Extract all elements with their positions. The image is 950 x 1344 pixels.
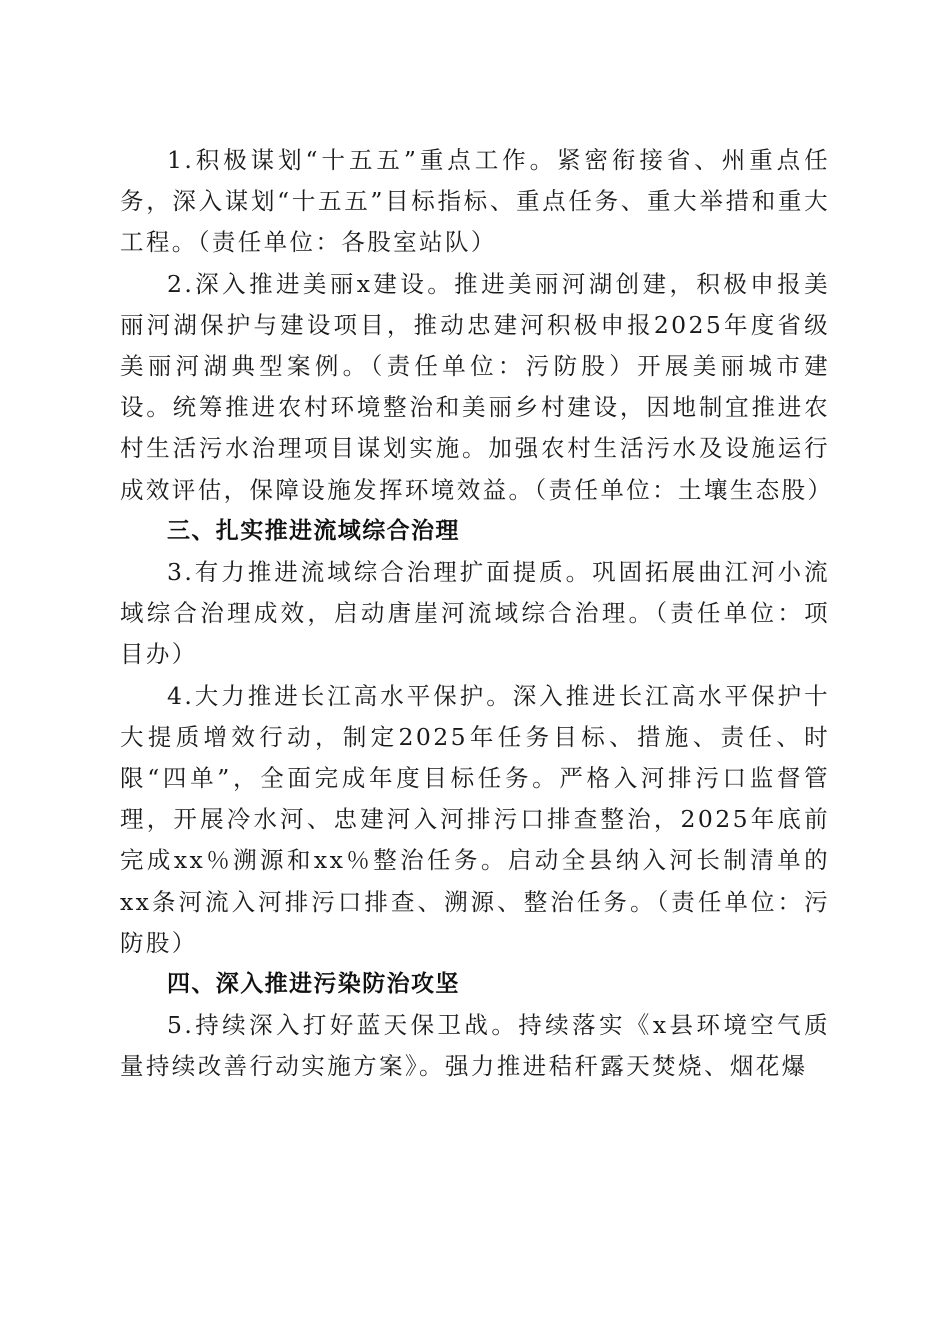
section-heading-4: 四、深入推进污染防治攻坚 [167,971,460,998]
paragraph-item-3: 3.有力推进流域综合治理扩面提质。巩固拓展曲江河小流域综合治理成效，启动唐崖河流域综合治理。（责任单位：项目办） [120,558,830,669]
paragraph-item-4: 4.大力推进长江高水平保护。深入推进长江高水平保护十大提质增效行动，制定2025年任务目标、措施、责任、时限“四单”，全面完成年度目标任务。严格入河排污口监督管理，开展冷水河、忠建河入河排污口排查整治，2025年底前完成xx％溯源和xx％整治任务。启动全县纳入河长制清单的xx条河流入河排污口排查、溯源、整治任务。（责任单位：污防股） [120,681,830,957]
paragraph-item-2: 2.深入推进美丽x建设。推进美丽河湖创建，积极申报美丽河湖保护与建设项目，推动忠建河积极申报2025年度省级美丽河湖典型案例。（责任单位：污防股）开展美丽城市建设。统筹推进农村环境整治和美丽乡村建设，因地制宜推进农村生活污水治理项目谋划实施。加强农村生活污水及设施运行成效评估，保障设施发挥环境效益。（责任单位：土壤生态股） [120,269,834,504]
paragraph-item-1: 1.积极谋划“十五五”重点工作。紧密衔接省、州重点任务，深入谋划“十五五”目标指标、重点任务、重大举措和重大工程。（责任单位：各股室站队） [120,146,830,257]
paragraph-item-5: 5.持续深入打好蓝天保卫战。持续落实《x县环境空气质量持续改善行动实施方案》。强力推进秸秆露天焚烧、烟花爆 [120,1011,830,1081]
document-body [120,140,834,1088]
section-heading-3: 三、扎实推进流域综合治理 [167,517,460,544]
